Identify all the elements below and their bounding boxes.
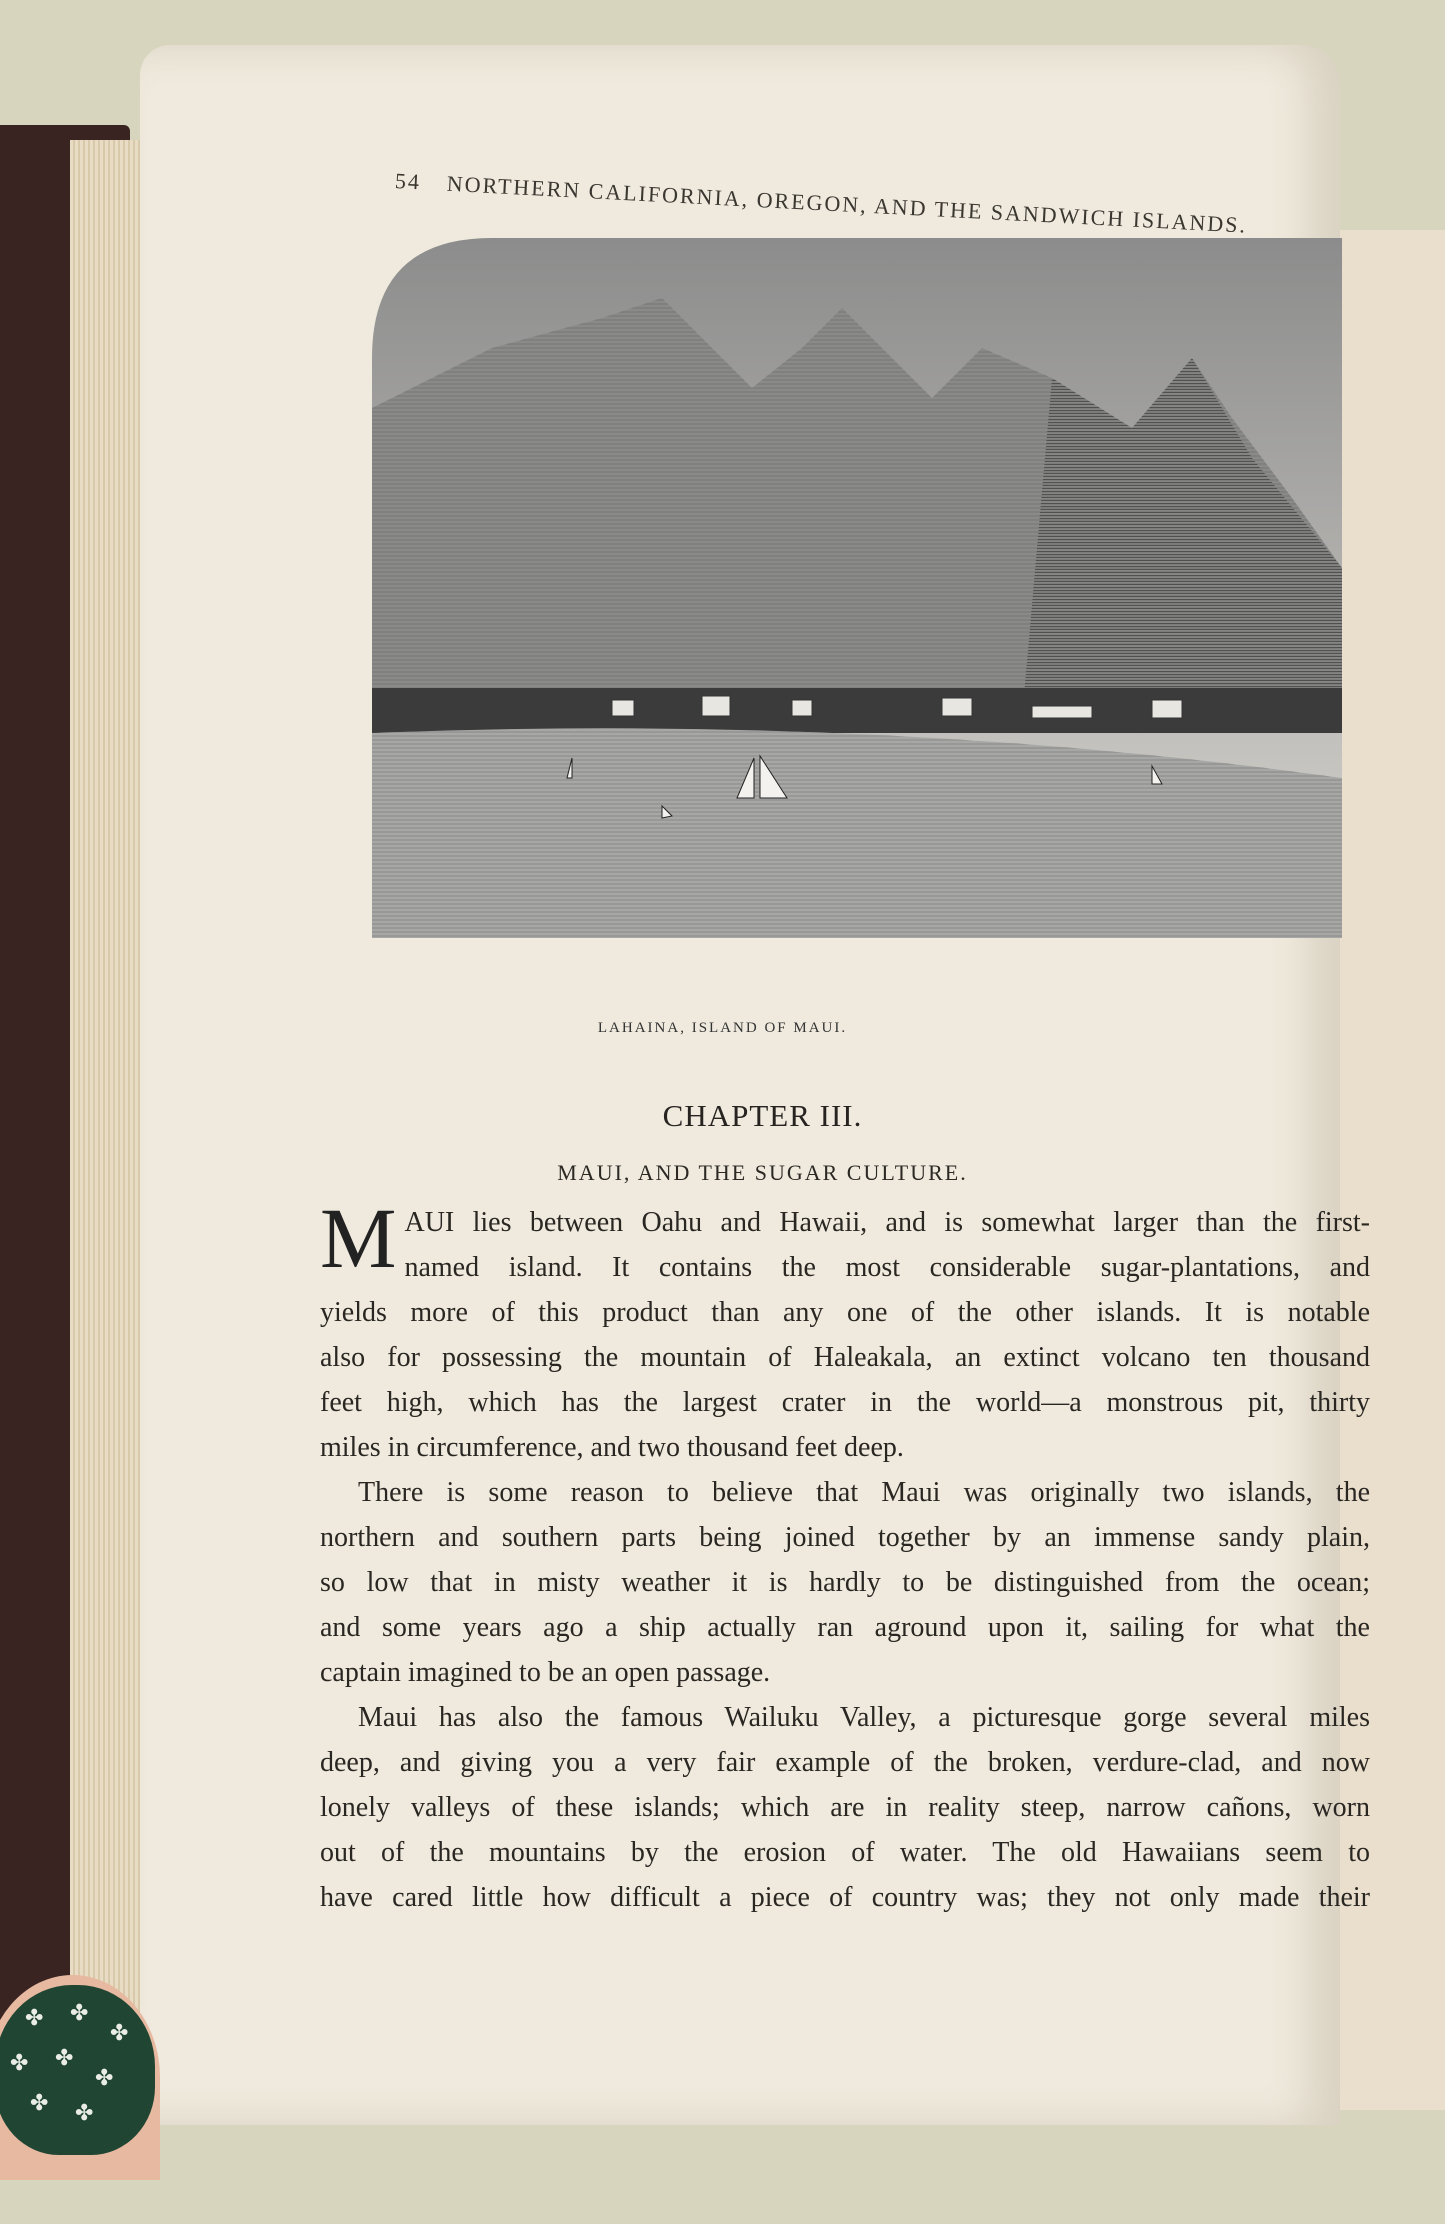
text-line: out of the mountains by the erosion of water. The old Hawaiians seem to — [320, 1837, 1370, 1868]
chapter-title: CHAPTER III. — [662, 1098, 863, 1133]
body-text — [320, 1190, 1370, 1920]
text-line: named island. It contains the most considerable sugar-plantations, and — [404, 1252, 1370, 1283]
text-line: also for possessing the mountain of Haleakala, an extinct volcano ten thousand — [320, 1342, 1370, 1373]
text-line: lonely valleys of these islands; which are in reality steep, narrow cañons, worn — [320, 1792, 1370, 1823]
clover-icon: ✤ — [30, 2090, 49, 2115]
text-line: There is some reason to believe that Maui was originally two islands, the — [358, 1477, 1370, 1508]
clover-icon: ✤ — [95, 2065, 114, 2090]
text-line: Maui has also the famous Wailuku Valley, a picturesque gorge several miles — [358, 1702, 1370, 1733]
clover-icon: ✤ — [25, 2005, 44, 2030]
text-line: yields more of this product than any one of the other islands. It is notable — [320, 1297, 1370, 1328]
text-line: feet high, which has the largest crater in the world—a monstrous pit, thirty — [320, 1387, 1370, 1418]
text-line: northern and southern parts being joined together by an immense sandy plain, — [320, 1522, 1370, 1553]
illustration-caption: LAHAINA, ISLAND OF MAUI. — [597, 1020, 848, 1036]
text-line: deep, and giving you a very fair example of the broken, verdure-clad, and now — [320, 1747, 1370, 1778]
text-line: so low that in misty weather it is hardly to be distinguished from the ocean; — [320, 1567, 1370, 1598]
text-line: AUI lies between Oahu and Hawaii, and is somewhat larger than the first- — [404, 1207, 1370, 1238]
text-line: miles in circumference, and two thousand feet deep. — [320, 1432, 904, 1463]
clover-icon: ✤ — [110, 2020, 129, 2045]
text-line: captain imagined to be an open passage. — [320, 1657, 771, 1688]
clover-icon: ✤ — [55, 2045, 74, 2070]
engraving-lahaina — [372, 238, 1342, 993]
clover-icon: ✤ — [70, 2000, 89, 2025]
running-title: NORTHERN CALIFORNIA, OREGON, AND THE SANDWICH ISLANDS. — [446, 170, 1248, 238]
clover-icon: ✤ — [75, 2100, 94, 2125]
drop-cap: M — [320, 1190, 397, 1286]
painted-fingernail — [0, 1985, 155, 2155]
text-line: and some years ago a ship actually ran aground upon it, sailing for what the — [320, 1612, 1370, 1643]
clover-icon: ✤ — [10, 2050, 29, 2075]
text-line: have cared little how difficult a piece of country was; they not only made their — [320, 1882, 1370, 1913]
chapter-subtitle: MAUI, AND THE SUGAR CULTURE. — [557, 1160, 968, 1185]
page-number: 54 — [394, 168, 422, 195]
